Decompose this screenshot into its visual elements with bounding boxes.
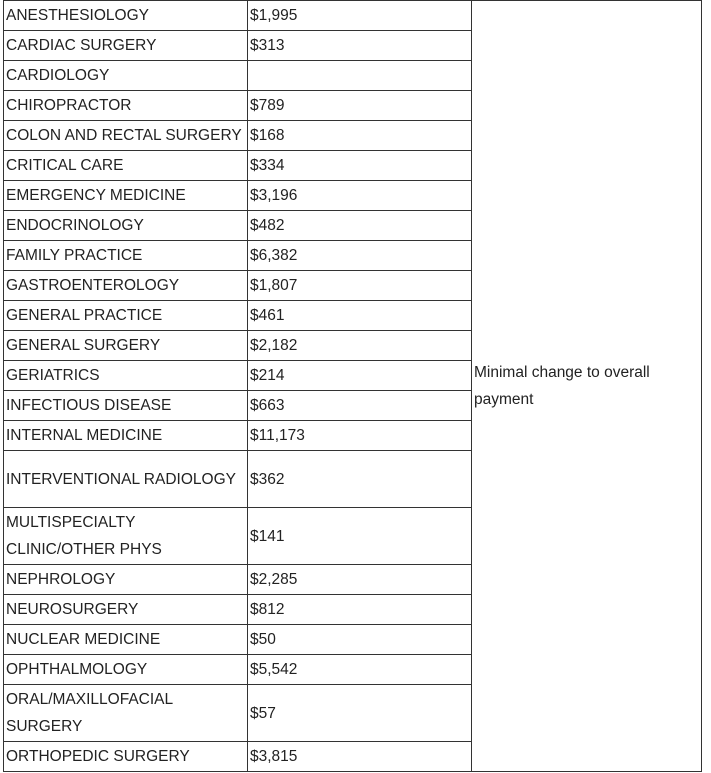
payment-table-container	[3, 0, 702, 772]
specialty-cell: COLON AND RECTAL SURGERY	[4, 121, 248, 151]
amount-cell: $482	[248, 211, 472, 241]
amount-cell: $1,995	[248, 1, 472, 31]
amount-cell: $6,382	[248, 241, 472, 271]
amount-cell: $789	[248, 91, 472, 121]
amount-cell: $2,285	[248, 565, 472, 595]
amount-cell: $334	[248, 151, 472, 181]
amount-cell: $812	[248, 595, 472, 625]
specialty-cell: CARDIOLOGY	[4, 61, 248, 91]
specialty-payment-table	[3, 0, 702, 772]
specialty-cell: EMERGENCY MEDICINE	[4, 181, 248, 211]
amount-cell: $663	[248, 391, 472, 421]
amount-cell: $313	[248, 31, 472, 61]
specialty-cell: ANESTHESIOLOGY	[4, 1, 248, 31]
amount-cell: $168	[248, 121, 472, 151]
specialty-cell: CARDIAC SURGERY	[4, 31, 248, 61]
specialty-cell: MULTISPECIALTY CLINIC/OTHER PHYS	[4, 508, 248, 565]
specialty-cell: ORTHOPEDIC SURGERY	[4, 742, 248, 772]
amount-cell: $1,807	[248, 271, 472, 301]
specialty-cell: ENDOCRINOLOGY	[4, 211, 248, 241]
specialty-cell: NUCLEAR MEDICINE	[4, 625, 248, 655]
specialty-cell: INTERNAL MEDICINE	[4, 421, 248, 451]
specialty-cell: GERIATRICS	[4, 361, 248, 391]
specialty-cell: GENERAL PRACTICE	[4, 301, 248, 331]
specialty-cell: FAMILY PRACTICE	[4, 241, 248, 271]
note-cell	[472, 1, 702, 772]
amount-cell: $362	[248, 451, 472, 508]
amount-cell: $50	[248, 625, 472, 655]
note-text: Minimal change to overall payment	[474, 364, 650, 408]
specialty-cell: ORAL/MAXILLOFACIAL SURGERY	[4, 685, 248, 742]
amount-cell: $3,815	[248, 742, 472, 772]
specialty-cell: NEPHROLOGY	[4, 565, 248, 595]
amount-cell: $2,182	[248, 331, 472, 361]
amount-cell: $3,196	[248, 181, 472, 211]
amount-cell: $11,173	[248, 421, 472, 451]
specialty-cell: GASTROENTEROLOGY	[4, 271, 248, 301]
specialty-cell: INTERVENTIONAL RADIOLOGY	[4, 451, 248, 508]
specialty-cell: GENERAL SURGERY	[4, 331, 248, 361]
specialty-cell: INFECTIOUS DISEASE	[4, 391, 248, 421]
specialty-cell: CHIROPRACTOR	[4, 91, 248, 121]
amount-cell: $141	[248, 508, 472, 565]
specialty-cell: CRITICAL CARE	[4, 151, 248, 181]
amount-cell	[248, 61, 472, 91]
specialty-cell: OPHTHALMOLOGY	[4, 655, 248, 685]
specialty-cell: NEUROSURGERY	[4, 595, 248, 625]
amount-cell: $57	[248, 685, 472, 742]
table-row	[4, 1, 702, 31]
amount-cell: $214	[248, 361, 472, 391]
amount-cell: $5,542	[248, 655, 472, 685]
amount-cell: $461	[248, 301, 472, 331]
